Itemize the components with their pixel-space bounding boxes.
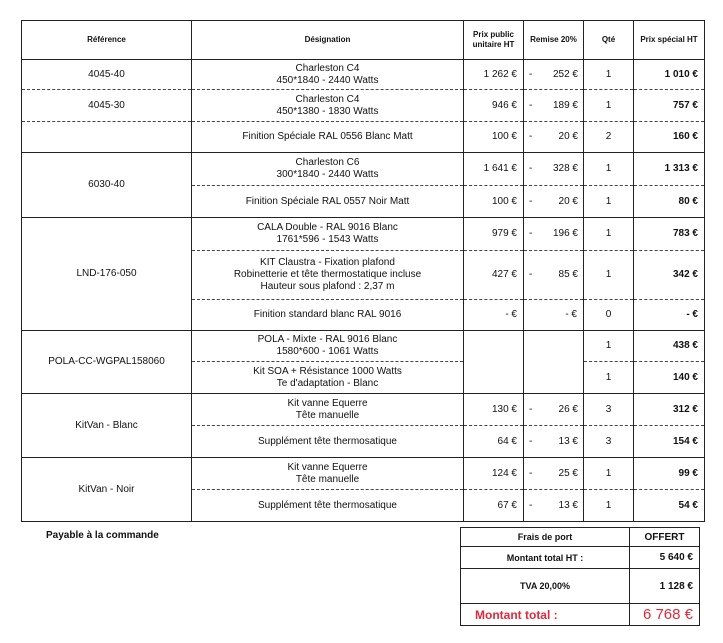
remise-value: 189 € [552, 99, 578, 111]
remise-value: 25 € [558, 467, 578, 479]
tva-value: 1 128 € [630, 569, 700, 604]
qte-cell: 1 [584, 362, 634, 394]
designation-line: KIT Claustra - Fixation plafond [260, 257, 395, 268]
remise-cell [524, 426, 584, 458]
designation-cell [192, 90, 464, 122]
tva-label: TVA 20,00% [461, 569, 630, 604]
designation-line: 1580*600 - 1061 Watts [276, 346, 379, 357]
total-value: 6 768 € [630, 604, 700, 626]
payment-terms: Payable à la commande [46, 530, 159, 541]
remise-cell [524, 122, 584, 153]
ref-cell [22, 122, 192, 153]
qte-cell: 1 [584, 60, 634, 90]
table-row [22, 122, 705, 153]
designation-line: Kit SOA + Résistance 1000 Watts [253, 365, 402, 377]
qte-cell: 2 [584, 122, 634, 153]
prix-cell: 1 641 € [464, 153, 524, 186]
remise-dash: - [529, 228, 533, 239]
qte-cell: 3 [584, 426, 634, 458]
prix-cell: 64 € [464, 426, 524, 458]
designation-line: Finition Spéciale RAL 0556 Blanc Matt [242, 131, 413, 142]
remise-value: 196 € [552, 228, 578, 239]
remise-dash: - [529, 68, 533, 80]
prix-cell: 124 € [464, 458, 524, 490]
special-cell: 1 010 € [634, 60, 705, 90]
designation-line: Kit vanne Equerre [287, 461, 368, 473]
qte-cell: 1 [584, 251, 634, 300]
qte-cell: 1 [584, 90, 634, 122]
designation-cell [192, 331, 464, 362]
prix-cell: 100 € [464, 186, 524, 218]
prix-cell: 979 € [464, 218, 524, 251]
prix-cell: 427 € [464, 251, 524, 300]
table-row [22, 218, 705, 251]
special-cell: 99 € [634, 458, 705, 490]
remise-dash: - [529, 403, 533, 415]
remise-cell [524, 90, 584, 122]
prix-cell: 67 € [464, 490, 524, 522]
remise-cell [524, 186, 584, 218]
designation-line: Robinetterie et tête thermostatique incluse [233, 269, 422, 280]
prix-cell [464, 331, 524, 394]
remise-cell [524, 331, 584, 394]
designation-cell [192, 186, 464, 218]
totals-row [461, 547, 700, 569]
designation-line: Finition standard blanc RAL 9016 [253, 309, 402, 320]
prix-cell: 100 € [464, 122, 524, 153]
remise-value: 13 € [558, 435, 578, 447]
table-row [22, 153, 705, 186]
designation-cell [192, 458, 464, 490]
total-label: Montant total : [461, 604, 630, 626]
qte-cell: 3 [584, 394, 634, 426]
ht-label: Montant total HT : [461, 547, 630, 569]
table-header-row [22, 21, 705, 60]
remise-value: 13 € [558, 499, 578, 511]
remise-cell [524, 394, 584, 426]
designation-line: 1761*596 - 1543 Watts [276, 234, 379, 245]
ref-cell: 4045-40 [22, 60, 192, 90]
designation-cell [192, 490, 464, 522]
remise-dash: - [529, 99, 533, 111]
special-cell: 757 € [634, 90, 705, 122]
designation-line: Kit vanne Equerre [287, 397, 368, 409]
remise-dash: - [529, 131, 533, 142]
remise-value: 20 € [558, 195, 578, 207]
remise-value: 20 € [558, 131, 578, 142]
remise-cell [524, 153, 584, 186]
qte-cell: 0 [584, 300, 634, 331]
designation-cell [192, 362, 464, 394]
designation-cell [192, 60, 464, 90]
designation-line: Tête manuelle [295, 409, 360, 421]
designation-line: 300*1840 - 2440 Watts [276, 169, 379, 180]
remise-cell [524, 218, 584, 251]
special-cell: 783 € [634, 218, 705, 251]
frais-value: OFFERT [630, 528, 700, 547]
designation-line: Hauteur sous plafond : 2,37 m [260, 281, 395, 292]
qte-cell: 1 [584, 331, 634, 362]
header-qte: Qté [584, 21, 634, 60]
remise-dash: - [529, 269, 533, 280]
designation-line: POLA - Mixte - RAL 9016 Blanc [257, 334, 398, 345]
header-prix-public: Prix public unitaire HT [464, 21, 524, 60]
remise-cell [524, 458, 584, 490]
totals-row [461, 569, 700, 604]
special-cell: 312 € [634, 394, 705, 426]
special-cell: 342 € [634, 251, 705, 300]
header-reference: Référence [22, 21, 192, 60]
special-cell: 1 313 € [634, 153, 705, 186]
designation-line: Supplément tête thermosatique [258, 435, 397, 447]
qte-cell: 1 [584, 153, 634, 186]
ref-cell: 6030-40 [22, 153, 192, 218]
frais-label: Frais de port [461, 528, 630, 547]
table-row [22, 331, 705, 362]
prix-cell: 946 € [464, 90, 524, 122]
designation-cell [192, 153, 464, 186]
ref-cell: KitVan - Noir [22, 458, 192, 522]
designation-line: Charleston C4 [295, 93, 360, 105]
designation-cell [192, 251, 464, 300]
special-cell: 160 € [634, 122, 705, 153]
designation-line: Finition Spéciale RAL 0557 Noir Matt [245, 195, 410, 207]
remise-dash: - [529, 195, 533, 207]
ref-cell: KitVan - Blanc [22, 394, 192, 458]
designation-line: Te d'adaptation - Blanc [276, 377, 379, 389]
header-designation: Désignation [192, 21, 464, 60]
designation-line: Tête manuelle [295, 473, 360, 485]
qte-cell: 1 [584, 218, 634, 251]
table-row [22, 90, 705, 122]
designation-line: CALA Double - RAL 9016 Blanc [257, 222, 398, 233]
qte-cell: 1 [584, 458, 634, 490]
designation-line: Supplément tête thermosatique [258, 499, 397, 511]
table-row [22, 60, 705, 90]
remise-cell [524, 60, 584, 90]
special-cell: 438 € [634, 331, 705, 362]
ref-cell: 4045-30 [22, 90, 192, 122]
special-cell: - € [634, 300, 705, 331]
prix-cell: 130 € [464, 394, 524, 426]
remise-cell [524, 490, 584, 522]
remise-cell [524, 251, 584, 300]
designation-cell [192, 218, 464, 251]
totals-row [461, 604, 700, 626]
special-cell: 154 € [634, 426, 705, 458]
special-cell: 80 € [634, 186, 705, 218]
header-prix-special: Prix spécial HT [634, 21, 705, 60]
remise-dash: - [529, 163, 533, 174]
designation-line: 450*1840 - 2440 Watts [276, 74, 379, 86]
totals-table [460, 527, 700, 626]
table-row [22, 458, 705, 490]
qte-cell: 1 [584, 490, 634, 522]
remise-value: 328 € [552, 163, 578, 174]
designation-cell [192, 300, 464, 331]
designation-line: Charleston C6 [295, 157, 360, 168]
ht-value: 5 640 € [630, 547, 700, 569]
special-cell: 54 € [634, 490, 705, 522]
remise-value: 26 € [558, 403, 578, 415]
remise-dash: - [529, 435, 533, 447]
table-row [22, 394, 705, 426]
remise-dash: - [529, 499, 533, 511]
remise-cell: - € [524, 300, 584, 331]
special-cell: 140 € [634, 362, 705, 394]
ref-cell: POLA-CC-WGPAL158060 [22, 331, 192, 394]
prix-cell: - € [464, 300, 524, 331]
designation-cell [192, 122, 464, 153]
totals-row [461, 528, 700, 547]
prix-cell: 1 262 € [464, 60, 524, 90]
designation-line: Charleston C4 [295, 62, 360, 74]
remise-value: 85 € [558, 269, 578, 280]
header-remise: Remise 20% [524, 21, 584, 60]
designation-line: 450*1380 - 1830 Watts [276, 105, 379, 117]
qte-cell: 1 [584, 186, 634, 218]
remise-dash: - [529, 467, 533, 479]
quote-table [21, 20, 705, 522]
designation-cell [192, 426, 464, 458]
designation-cell [192, 394, 464, 426]
remise-value: 252 € [552, 68, 578, 80]
ref-cell: LND-176-050 [22, 218, 192, 331]
